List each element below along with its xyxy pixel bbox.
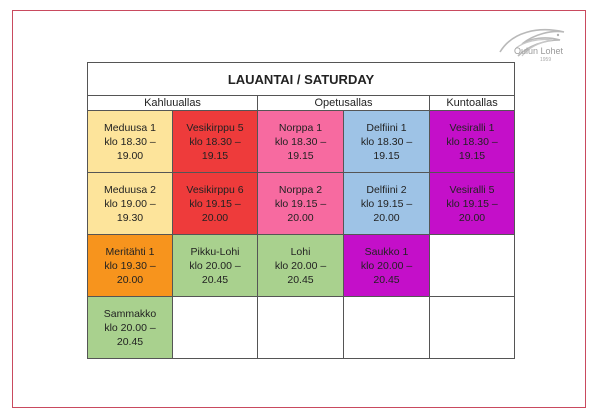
class-slot	[88, 297, 173, 359]
slot-time: klo 19.15 –	[274, 197, 327, 210]
class-slot	[430, 173, 515, 235]
class-slot	[173, 173, 258, 235]
slot-end: 20.00	[373, 211, 400, 224]
schedule-row	[88, 235, 515, 297]
logo-year: 1959	[540, 57, 552, 63]
slot-name: Vesikirppu 6	[186, 183, 244, 196]
slot-name: Saukko 1	[364, 245, 409, 258]
empty-slot	[430, 297, 515, 359]
class-slot	[344, 235, 430, 297]
slot-end: 20.45	[287, 273, 314, 286]
pool-header-opetusallas: Opetusallas	[258, 96, 430, 111]
slot-time: klo 20.00 –	[104, 321, 156, 334]
empty-slot	[430, 235, 515, 297]
logo-text: Oulun Lohet	[514, 46, 564, 56]
slot-name: Lohi	[290, 245, 311, 258]
slot-time: klo 20.00 –	[274, 259, 327, 272]
class-slot	[88, 111, 173, 173]
slot-end: 20.00	[458, 211, 486, 224]
slot-end: 20.45	[201, 273, 229, 286]
class-slot	[88, 173, 173, 235]
empty-slot	[173, 297, 258, 359]
pool-header-kuntoallas: Kuntoallas	[430, 96, 515, 111]
slot-time: klo 19.15 –	[189, 197, 241, 210]
schedule-row	[88, 173, 515, 235]
empty-slot	[258, 297, 344, 359]
slot-end: 20.45	[373, 273, 400, 286]
slot-time: klo 19.15 –	[360, 197, 413, 210]
slot-end: 20.00	[116, 273, 144, 286]
slot-end: 20.00	[287, 211, 314, 224]
class-slot	[88, 235, 173, 297]
schedule-row	[88, 297, 515, 359]
slot-name: Vesikirppu 5	[186, 121, 244, 134]
slot-time: klo 20.00 –	[360, 259, 413, 272]
slot-time: klo 19.00 –	[104, 197, 156, 210]
slot-name: Vesiralli 5	[449, 183, 495, 196]
class-slot	[258, 173, 344, 235]
slot-time: klo 18.30 –	[189, 135, 241, 148]
slot-time: klo 20.00 –	[189, 259, 241, 272]
class-slot	[173, 111, 258, 173]
schedule-row	[88, 111, 515, 173]
slot-end: 19.15	[458, 149, 486, 162]
slot-name: Delfiini 1	[366, 121, 407, 134]
slot-end: 20.45	[116, 335, 144, 348]
slot-name: Norppa 2	[278, 183, 323, 196]
schedule-table	[87, 62, 515, 359]
slot-name: Meduusa 2	[104, 183, 156, 196]
slot-end: 19.30	[116, 211, 144, 224]
class-slot	[258, 235, 344, 297]
slot-time: klo 18.30 –	[446, 135, 498, 148]
slot-end: 20.00	[201, 211, 229, 224]
slot-name: Meritähti 1	[105, 245, 155, 258]
slot-name: Norppa 1	[278, 121, 323, 134]
fish-logo-icon	[494, 18, 578, 66]
slot-time: klo 18.30 –	[360, 135, 413, 148]
class-slot	[344, 111, 430, 173]
slot-end: 19.00	[116, 149, 144, 162]
slot-time: klo 18.30 –	[274, 135, 327, 148]
slot-time: klo 19.15 –	[446, 197, 498, 210]
slot-name: Meduusa 1	[104, 121, 156, 134]
slot-time: klo 18.30 –	[104, 135, 156, 148]
slot-name: Delfiini 2	[366, 183, 407, 196]
slot-end: 19.15	[201, 149, 229, 162]
slot-end: 19.15	[373, 149, 400, 162]
class-slot	[344, 173, 430, 235]
slot-time: klo 19.30 –	[104, 259, 156, 272]
slot-name: Vesiralli 1	[449, 121, 495, 134]
empty-slot	[344, 297, 430, 359]
class-slot	[258, 111, 344, 173]
slot-name: Sammakko	[103, 307, 157, 320]
class-slot	[430, 111, 515, 173]
pool-header-kahluuallas: Kahluuallas	[88, 96, 258, 111]
slot-name: Pikku-Lohi	[190, 245, 240, 258]
slot-end: 19.15	[287, 149, 314, 162]
class-slot	[173, 235, 258, 297]
schedule-title: LAUANTAI / SATURDAY	[88, 63, 515, 96]
